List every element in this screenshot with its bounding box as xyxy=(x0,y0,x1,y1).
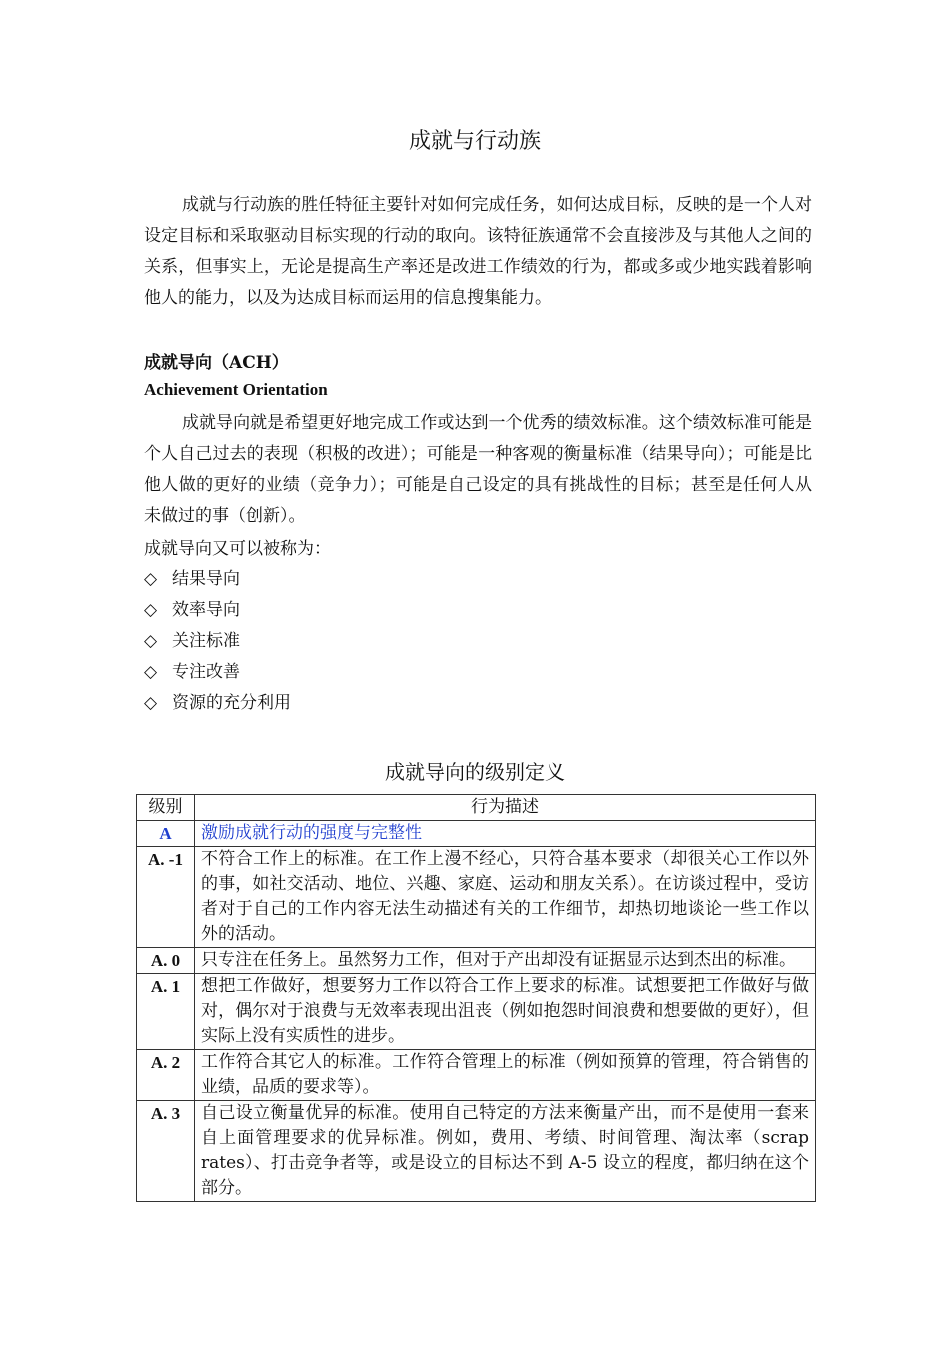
table-row xyxy=(137,948,816,974)
alias-list xyxy=(144,564,291,719)
description-cell: 工作符合其它人的标准。工作符合管理上的标准（例如预算的管理，符合销售的业绩，品质的要求等）。 xyxy=(195,1050,816,1101)
alias-intro: 成就导向又可以被称为： xyxy=(144,539,331,559)
category-level: A xyxy=(137,821,195,847)
level-cell: A. 0 xyxy=(137,948,195,974)
description-cell: 想把工作做好，想要努力工作以符合工作上要求的标准。试想要把工作做好与做对，偶尔对于浪费与无效率表现出沮丧（例如抱怨时间浪费和想要做的更好），但实际上没有实质性的进步。 xyxy=(195,974,816,1050)
category-text: 激励成就行动的强度与完整性 xyxy=(195,821,816,847)
level-cell: A. 3 xyxy=(137,1101,195,1202)
section-title-zh: 成就导向（ACH） xyxy=(144,353,289,373)
level-cell: A. -1 xyxy=(137,847,195,948)
table-row xyxy=(137,1050,816,1101)
table-row xyxy=(137,974,816,1050)
intro-paragraph: 成就与行动族的胜任特征主要针对如何完成任务，如何达成目标，反映的是一个人对设定目标和采取驱动目标实现的行动的取向。该特征族通常不会直接涉及与其他人之间的关系，但事实上，无论是提高生产率还是改进工作绩效的行为，都或多或少地实践着影响他人的能力，以及为达成目标而运用的信息搜集能力。 xyxy=(144,195,812,308)
definition-paragraph: 成就导向就是希望更好地完成工作或达到一个优秀的绩效标准。这个绩效标准可能是个人自己过去的表现（积极的改进）；可能是一种客观的衡量标准（结果导向）；可能是比他人做的更好的业绩（竞争力）；可能是自己设定的具有挑战性的目标；甚至是任何人从未做过的事（创新）。 xyxy=(144,413,812,526)
page-title: 成就与行动族 xyxy=(408,129,541,154)
diamond-bullet-icon: ◇ xyxy=(144,631,158,651)
header-description: 行为描述 xyxy=(195,795,816,821)
table-row xyxy=(137,1101,816,1202)
diamond-bullet-icon: ◇ xyxy=(144,569,158,589)
header-level: 级别 xyxy=(137,795,195,821)
description-cell: 不符合工作上的标准。在工作上漫不经心，只符合基本要求（却很关心工作以外的事，如社交活动、地位、兴趣、家庭、运动和朋友关系）。在访谈过程中，受访者对于自己的工作内容无法生动描述有关的工作细节，却热切地谈论一些工作以外的活动。 xyxy=(195,847,816,948)
list-item: ◇ 关注标准 xyxy=(144,626,291,657)
list-item: ◇ 结果导向 xyxy=(144,564,291,595)
description-cell: 自己设立衡量优异的标准。使用自己特定的方法来衡量产出，而不是使用一套来自上面管理要求的优异标准。例如，费用、考绩、时间管理、淘汰率（scrap rates）、打击竞争者等，或是设立的目标达不到 A-5 设立的程度，都归纳在这个部分。 xyxy=(195,1101,816,1202)
section-title-en: Achievement Orientation xyxy=(144,380,328,399)
diamond-bullet-icon: ◇ xyxy=(144,600,158,620)
table-title: 成就导向的级别定义 xyxy=(385,760,565,784)
table-row xyxy=(137,847,816,948)
level-definition-table xyxy=(136,794,816,1202)
diamond-bullet-icon: ◇ xyxy=(144,662,158,682)
list-item: ◇ 专注改善 xyxy=(144,657,291,688)
level-cell: A. 2 xyxy=(137,1050,195,1101)
list-item: ◇ 资源的充分利用 xyxy=(144,688,291,719)
category-row xyxy=(137,821,816,847)
diamond-bullet-icon: ◇ xyxy=(144,693,158,713)
level-cell: A. 1 xyxy=(137,974,195,1050)
description-cell: 只专注在任务上。虽然努力工作，但对于产出却没有证据显示达到杰出的标准。 xyxy=(195,948,816,974)
list-item: ◇ 效率导向 xyxy=(144,595,291,626)
table-header-row xyxy=(137,795,816,821)
